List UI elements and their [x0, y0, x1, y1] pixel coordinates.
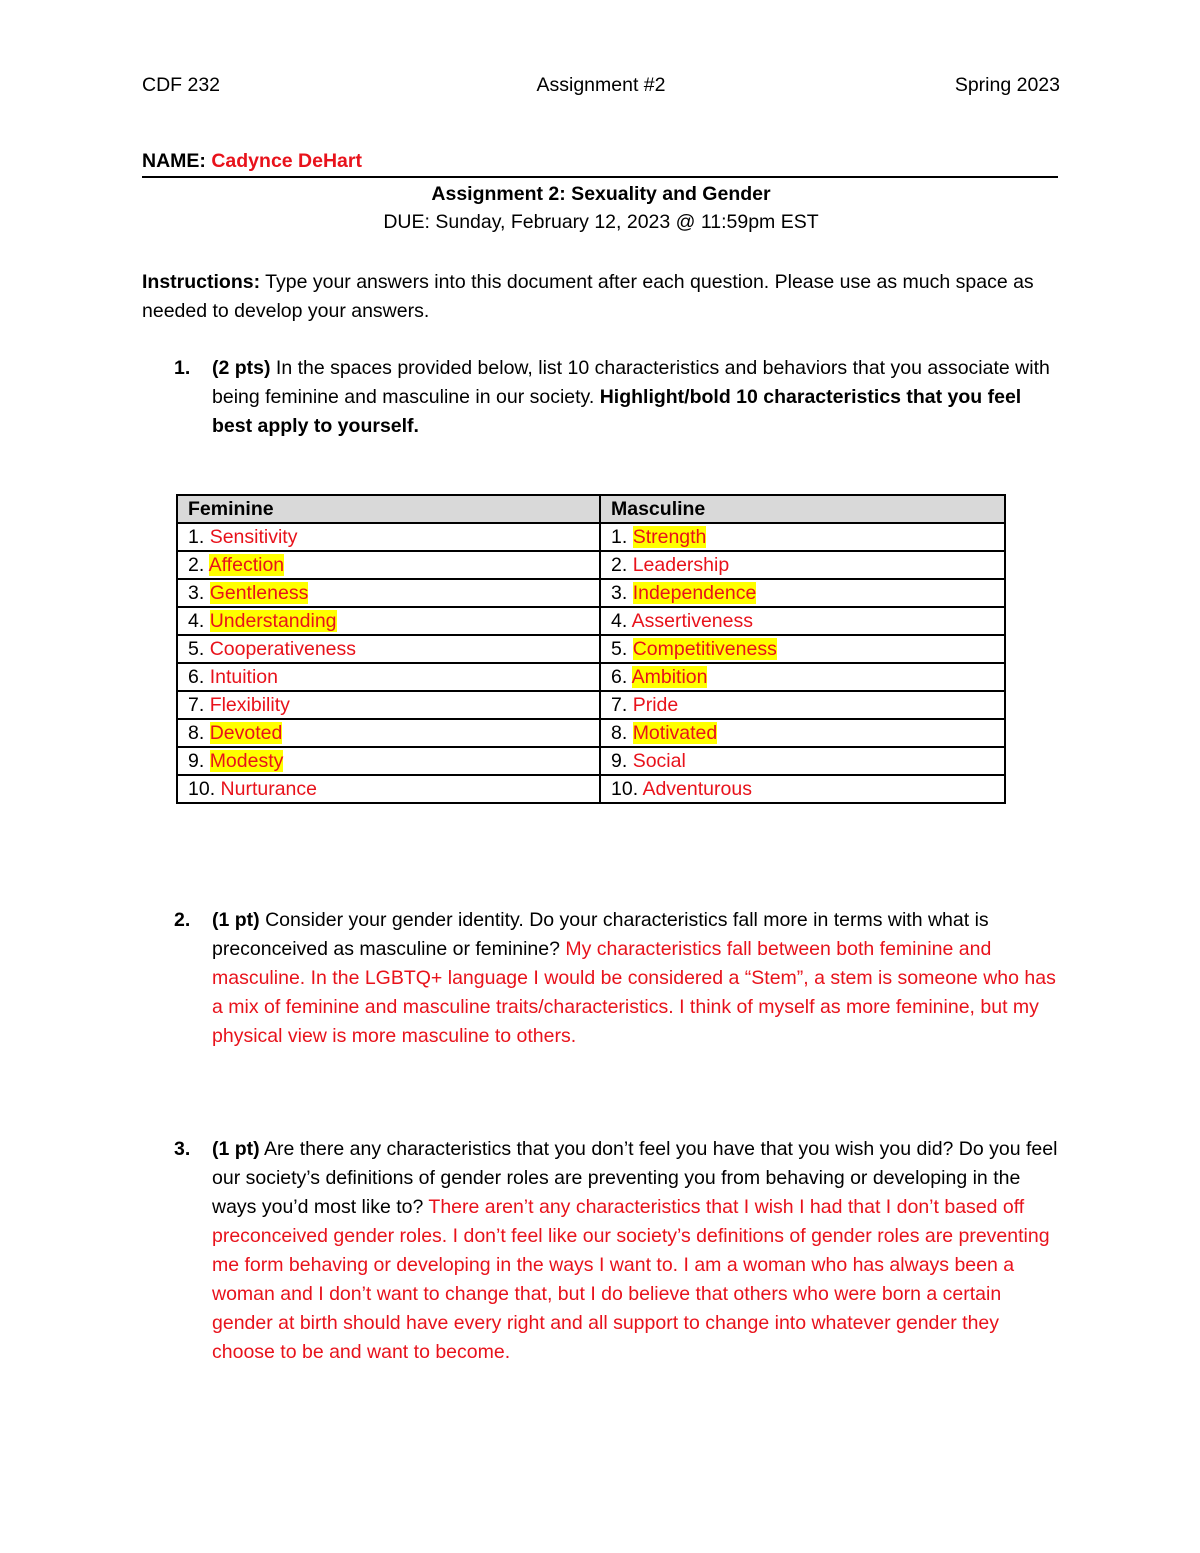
item-number: 10.: [188, 778, 221, 800]
question-points: (1 pt): [212, 909, 260, 931]
question-number: 2.: [174, 909, 191, 931]
item-number: 8.: [188, 722, 210, 744]
item-number: 7.: [188, 694, 210, 716]
name-label: NAME:: [142, 150, 206, 172]
table-row: [177, 635, 1005, 663]
table-row: [177, 719, 1005, 747]
characteristic-value: Modesty: [209, 750, 284, 772]
item-number: 10.: [611, 778, 643, 800]
question-points: (1 pt): [212, 1138, 260, 1160]
answer-text: There aren’t any characteristics that I wish I had that I don’t based off preconceived gender roles. I don’t feel like our society’s definitions of gender roles are preventing me form behaving or developing in the ways I want to. I am a woman who has always been a woman and I don’t want to change that, but I do believe that others who were born a certain gender at birth should have every right and all support to change into whatever gender they choose to be and want to become.: [212, 1196, 1050, 1363]
table-row: [177, 523, 1005, 551]
masculine-cell: [600, 719, 1005, 747]
item-number: 6.: [188, 666, 210, 688]
masculine-cell: [600, 663, 1005, 691]
characteristic-value: Competitiveness: [632, 638, 777, 660]
table-row: [177, 607, 1005, 635]
characteristic-value: Flexibility: [209, 694, 290, 716]
masculine-cell: [600, 607, 1005, 635]
characteristic-value: Adventurous: [642, 778, 752, 800]
table-row: [177, 551, 1005, 579]
feminine-cell: [177, 607, 600, 635]
name-line: [142, 150, 1058, 178]
table-row: [177, 663, 1005, 691]
item-number: 5.: [188, 638, 210, 660]
characteristic-value: Social: [632, 750, 686, 772]
masculine-cell: [600, 691, 1005, 719]
item-number: 9.: [188, 750, 210, 772]
table-row: [177, 691, 1005, 719]
masculine-cell: [600, 551, 1005, 579]
student-name: Cadynce DeHart: [211, 150, 362, 172]
item-number: 1.: [188, 526, 210, 548]
feminine-cell: [177, 635, 600, 663]
question-3: [142, 1135, 1060, 1367]
characteristic-value: Independence: [632, 582, 757, 604]
characteristic-value: Ambition: [631, 666, 708, 688]
characteristic-value: Devoted: [209, 722, 283, 744]
characteristic-value: Nurturance: [220, 778, 317, 800]
characteristics-table: [176, 494, 1006, 804]
characteristic-value: Understanding: [209, 610, 337, 632]
item-number: 3.: [611, 582, 633, 604]
characteristic-value: Affection: [208, 554, 285, 576]
table-row: [177, 775, 1005, 803]
characteristic-value: Assertiveness: [631, 610, 753, 632]
characteristic-value: Cooperativeness: [209, 638, 357, 660]
feminine-cell: [177, 691, 600, 719]
masculine-cell: [600, 775, 1005, 803]
item-number: 8.: [611, 722, 633, 744]
feminine-cell: [177, 719, 600, 747]
feminine-cell: [177, 551, 600, 579]
table-header-row: [177, 495, 1005, 523]
table-body: [177, 523, 1005, 803]
masculine-cell: [600, 635, 1005, 663]
item-number: 4.: [611, 610, 632, 632]
assignment-title: Assignment 2: Sexuality and Gender: [431, 183, 771, 205]
characteristic-value: Leadership: [632, 554, 730, 576]
question-text: Are there any characteristics that you don’t feel you have that you wish you did? Do you feel our society’s definitions of gender roles are preventing you from behaving or developing in the ways you’d most like to?: [212, 1138, 1058, 1218]
item-number: 5.: [611, 638, 633, 660]
item-number: 3.: [188, 582, 210, 604]
feminine-cell: [177, 775, 600, 803]
table-row: [177, 747, 1005, 775]
characteristic-value: Intuition: [209, 666, 278, 688]
characteristic-value: Pride: [632, 694, 679, 716]
question-points: (2 pts): [212, 357, 271, 379]
instructions-label: Instructions:: [142, 271, 261, 293]
masculine-cell: [600, 579, 1005, 607]
masculine-cell: [600, 523, 1005, 551]
item-number: 9.: [611, 750, 633, 772]
instructions: [142, 268, 1060, 326]
question-bold-text: Highlight/bold 10 characteristics that you feel best apply to yourself.: [212, 386, 1022, 437]
characteristic-value: Motivated: [632, 722, 718, 744]
table-row: [177, 579, 1005, 607]
characteristic-value: Gentleness: [209, 582, 309, 604]
item-number: 7.: [611, 694, 633, 716]
characteristic-value: Sensitivity: [209, 526, 298, 548]
item-number: 6.: [611, 666, 632, 688]
answer-text: My characteristics fall between both feminine and masculine. In the LGBTQ+ language I would be considered a “Stem”, a stem is someone who has a mix of feminine and masculine traits/characteristics. I think of myself as more feminine, but my physical view is more masculine to others.: [212, 938, 1056, 1047]
instructions-text: Type your answers into this document after each question. Please use as much space as needed to develop your answers.: [142, 271, 1034, 322]
item-number: 2.: [611, 554, 633, 576]
assignment-number: Assignment #2: [536, 74, 666, 96]
question-number: 3.: [174, 1138, 191, 1160]
page-header: [142, 74, 1060, 100]
item-number: 4.: [188, 610, 210, 632]
course-code: CDF 232: [142, 74, 221, 96]
question-2: [142, 906, 1060, 1051]
feminine-header: Feminine: [177, 495, 600, 523]
masculine-header: Masculine: [600, 495, 1005, 523]
feminine-cell: [177, 523, 600, 551]
item-number: 2.: [188, 554, 209, 576]
question-text: Consider your gender identity. Do your characteristics fall more in terms with what is preconceived as masculine or feminine?: [212, 909, 989, 960]
masculine-cell: [600, 747, 1005, 775]
question-1: [142, 354, 1060, 441]
question-text: In the spaces provided below, list 10 characteristics and behaviors that you associate with being feminine and masculine in our society.: [212, 357, 1050, 408]
characteristic-value: Strength: [632, 526, 707, 548]
item-number: 1.: [611, 526, 633, 548]
feminine-cell: [177, 747, 600, 775]
due-date: DUE: Sunday, February 12, 2023 @ 11:59pm EST: [383, 211, 819, 233]
question-number: 1.: [174, 357, 191, 379]
feminine-cell: [177, 579, 600, 607]
feminine-cell: [177, 663, 600, 691]
semester: Spring 2023: [954, 74, 1060, 96]
